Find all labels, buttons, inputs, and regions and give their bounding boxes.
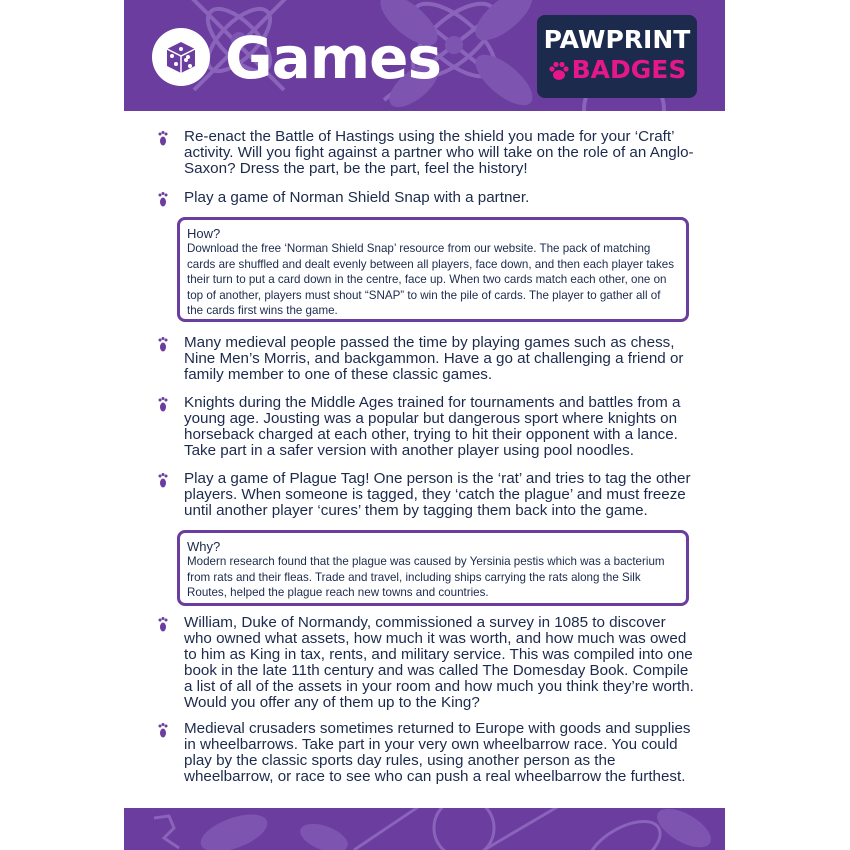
- item-text: Re-enact the Battle of Hastings using the shield you made for your ‘Craft’ activity. Will you fight against a partner who will take on the role of an Anglo-Saxon? Dress the part, be the part, feel the history!: [184, 128, 694, 177]
- pawprint-bullet-icon: [158, 472, 168, 492]
- how-box-body: Download the free ‘Norman Shield Snap’ resource from our website. The pack of matching cards are shuffled and dealt evenly between all players, face down, and then each player takes their turn to put a card down in the centre, face up. When two cards match each other, one on top of another, players must shout “SNAP” to win the pile of cards. The player to gather all of the cards first wins the game.: [187, 242, 675, 318]
- list-item: [184, 395, 694, 459]
- why-box-body: Modern research found that the plague was caused by Yersinia pestis which was a bacterium from rats and their fleas. Trade and travel, including ships carrying the rats along the Silk Routes, helped the plague reach new towns and countries.: [187, 555, 665, 600]
- pawprint-bullet-icon: [158, 336, 168, 356]
- item-text: Play a game of Plague Tag! One person is the ‘rat’ and tries to tag the other players. When someone is tagged, they ‘catch the plague’ and must freeze until another player ‘cures’ them by tagging them back into the game.: [184, 470, 691, 519]
- item-text: Play a game of Norman Shield Snap with a partner.: [184, 189, 530, 206]
- item-text: Knights during the Middle Ages trained for tournaments and battles from a young age. Jousting was a popular but dangerous sport where knights on horseback charged at each other, trying to hit their opponent with a lance. Take part in a safer version with another player using pool noodles.: [184, 394, 681, 459]
- list-item: [184, 471, 694, 519]
- list-item: [184, 129, 694, 177]
- pawprint-badges-logo: [537, 15, 697, 98]
- logo-line1: PAWPRINT: [543, 25, 691, 54]
- why-box: [177, 530, 689, 606]
- dice-badge: [152, 28, 210, 86]
- pawprint-bullet-icon: [158, 191, 168, 211]
- footer-banner: [124, 808, 725, 850]
- item-text: William, Duke of Normandy, commissioned a survey in 1085 to discover who owned what assets, how much it was worth, and how much was owed to him as King in tax, rents, and military service. This was compiled into one book in the late 11th century and was called The Domesday Book. Compile a list of all of the assets in your room and how much you think they’re worth. Would you offer any of them up to the King?: [184, 614, 694, 711]
- pawprint-bullet-icon: [158, 130, 168, 150]
- list-item: [184, 335, 694, 383]
- pawprint-bullet-icon: [158, 396, 168, 416]
- logo-line2: [537, 55, 697, 84]
- dice-icon: [161, 37, 201, 77]
- logo-line2-text: BADGES: [571, 55, 687, 84]
- header-banner: [124, 0, 725, 111]
- item-text: Many medieval people passed the time by playing games such as chess, Nine Men’s Morris, and backgammon. Have a go at challenging a friend or family member to one of these classic games.: [184, 334, 684, 383]
- pawprint-bullet-icon: [158, 616, 168, 636]
- paw-icon: [548, 61, 570, 81]
- list-item: [184, 721, 694, 785]
- pawprint-bullet-icon: [158, 722, 168, 742]
- list-item: [184, 190, 694, 206]
- item-text: Medieval crusaders sometimes returned to Europe with goods and supplies in wheelbarrows. Take part in your very own wheelbarrow race. You could play by the classic sports day rules, using another person as the wheelbarrow, or race to see who can push a real wheelbarrow the furthest.: [184, 720, 691, 785]
- list-item: [184, 615, 694, 711]
- shield-pattern-decoration: [124, 808, 725, 850]
- how-box: [177, 217, 689, 322]
- how-box-title: How?: [187, 226, 221, 241]
- why-box-title: Why?: [187, 539, 221, 554]
- page-title: Games: [225, 24, 442, 92]
- activity-sheet: [124, 0, 725, 850]
